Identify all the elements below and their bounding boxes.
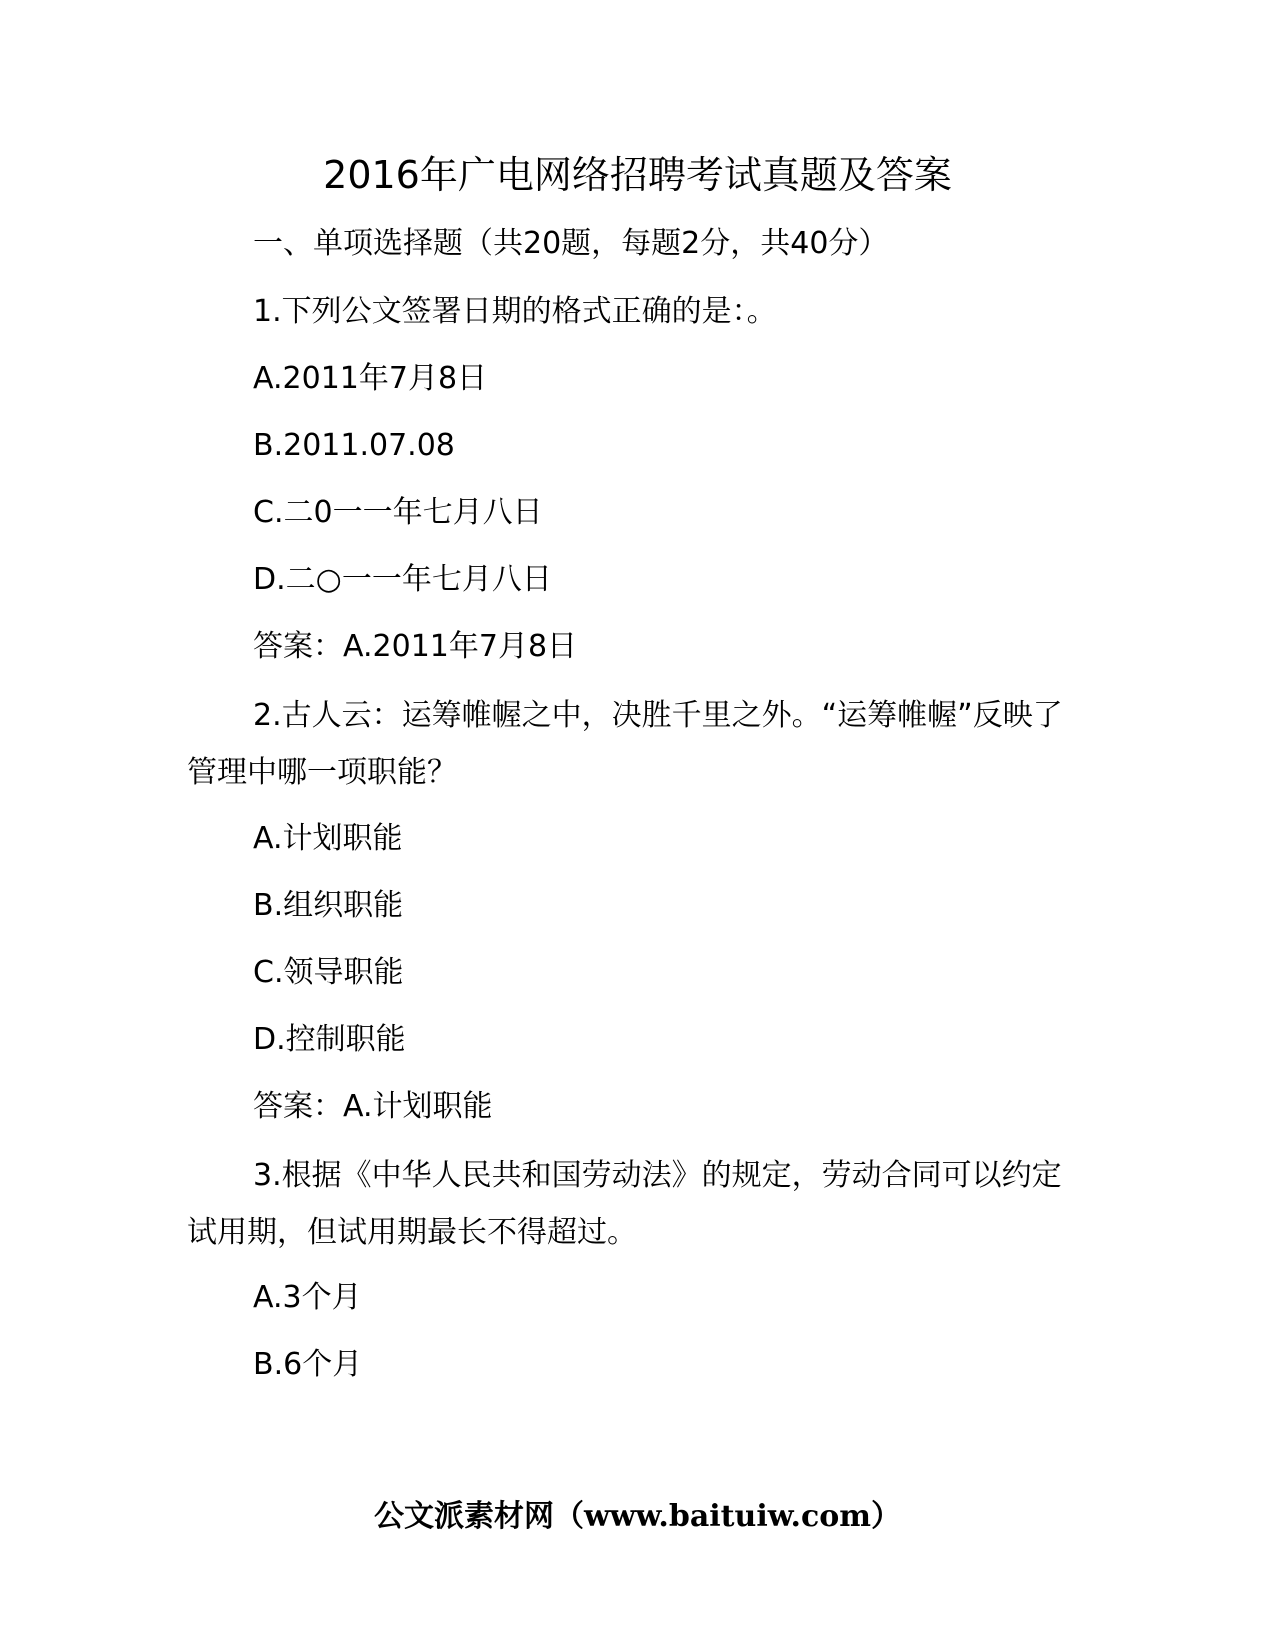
question-2-answer: 答案：A.计划职能 xyxy=(253,1089,493,1124)
section-heading: 一、单项选择题（共20题，每题2分，共40分） xyxy=(253,226,889,261)
footer-source: 公文派素材网（www.baituiw.com） xyxy=(373,1499,902,1534)
question-2-option-d: D.控制职能 xyxy=(253,1022,406,1057)
question-2-stem: 2.古人云：运筹帷幄之中，决胜千里之外。“运筹帷幄”反映了管理中哪一项职能？ xyxy=(187,698,1063,790)
question-3-option-a: A.3个月 xyxy=(253,1280,362,1315)
question-2-option-c: C.领导职能 xyxy=(253,955,404,990)
question-2-option-b: B.组织职能 xyxy=(253,888,404,923)
question-1-answer: 答案：A.2011年7月8日 xyxy=(253,629,578,664)
question-1-stem: 1.下列公文签署日期的格式正确的是：。 xyxy=(253,294,777,329)
question-1-option-b: B.2011.07.08 xyxy=(253,428,455,463)
question-3-stem: 3.根据《中华人民共和国劳动法》的规定，劳动合同可以约定试用期，但试用期最长不得超过。 xyxy=(187,1158,1062,1250)
question-3-option-b: B.6个月 xyxy=(253,1347,363,1382)
question-1-option-c: C.二0一一年七月八日 xyxy=(253,495,543,530)
question-2-option-a: A.计划职能 xyxy=(253,821,403,856)
document-title: 2016年广电网络招聘考试真题及答案 xyxy=(323,153,952,197)
question-1-option-a: A.2011年7月8日 xyxy=(253,361,488,396)
question-1-option-d: D.二○一一年七月八日 xyxy=(253,562,552,597)
